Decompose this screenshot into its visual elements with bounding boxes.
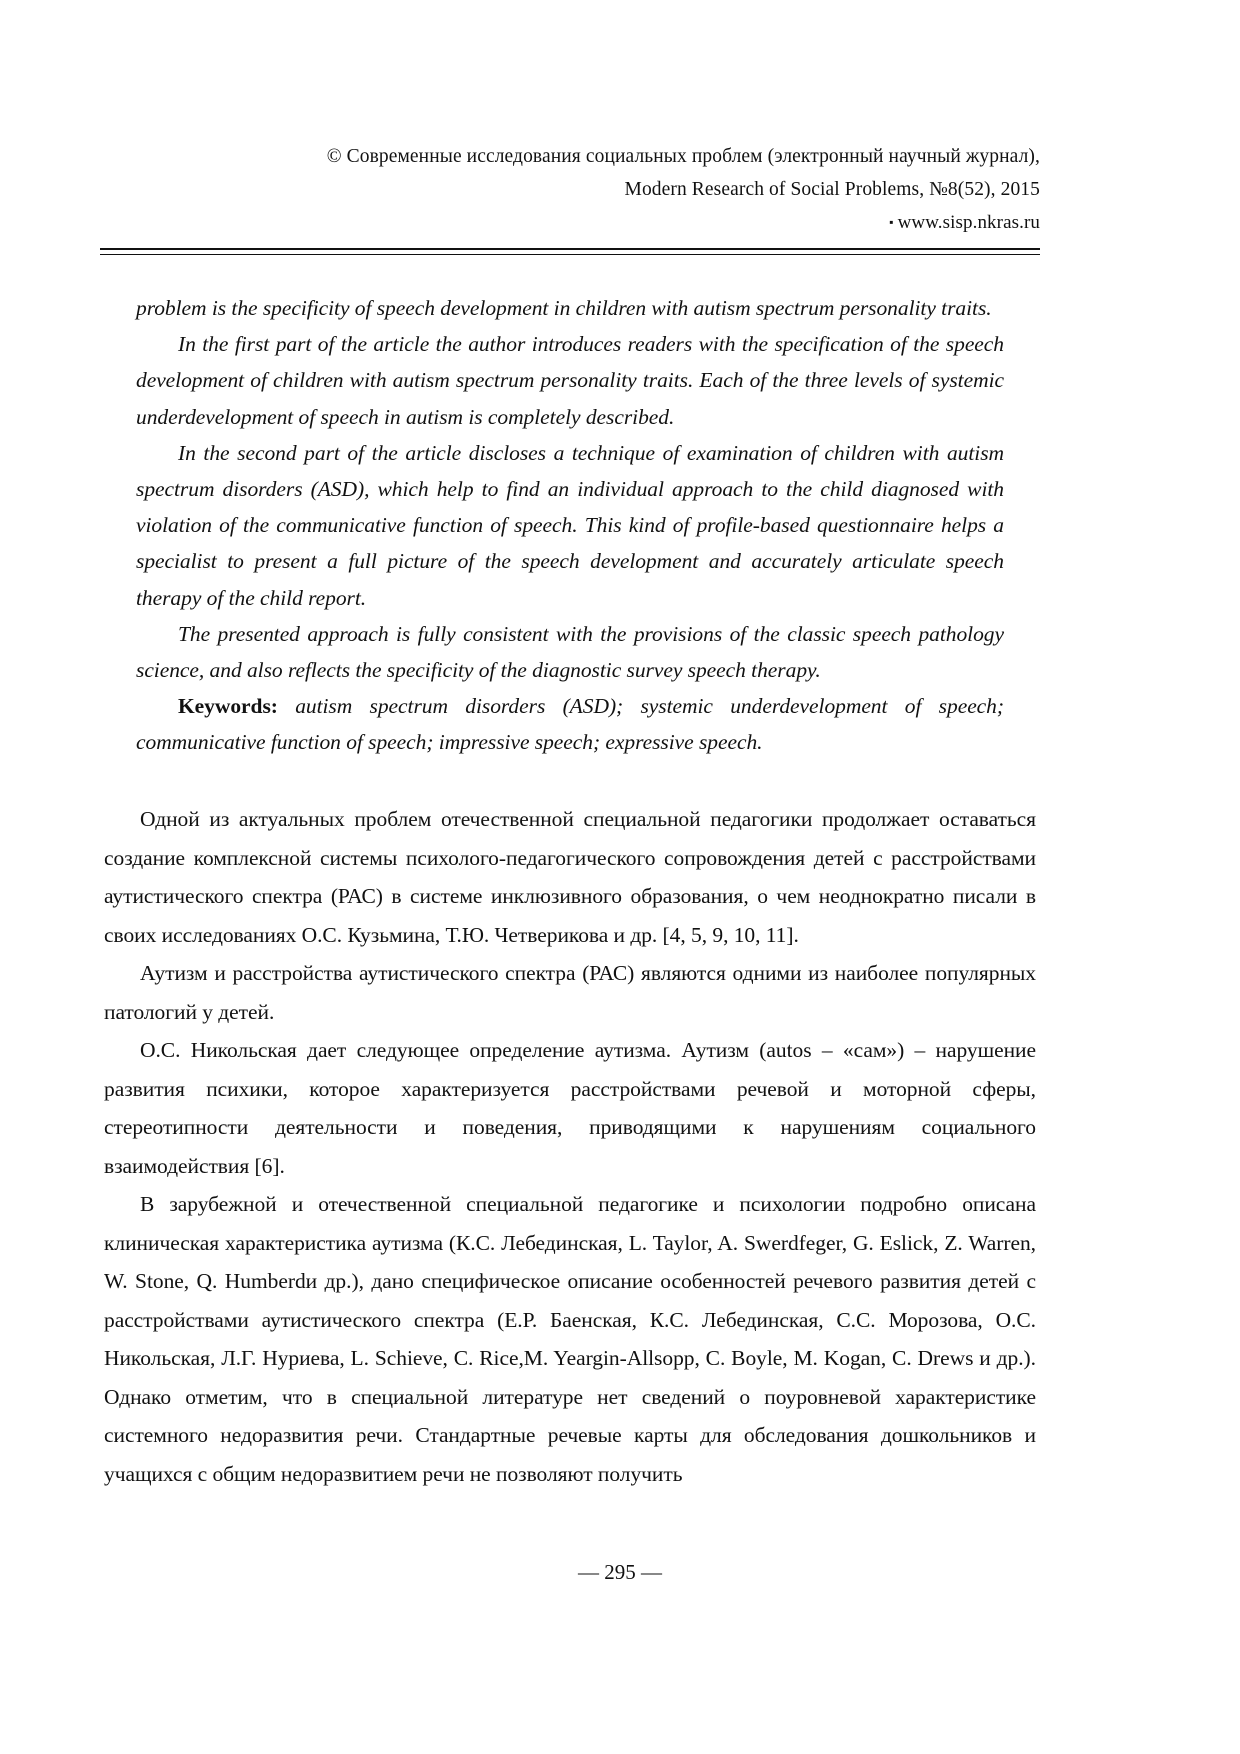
abstract-paragraph-1: problem is the specificity of speech development in children with autism spectrum personality traits. xyxy=(136,296,992,320)
body-paragraph-3: О.С. Никольская дает следующее определение аутизма. Аутизм (autos – «сам») – нарушение развития психики, которое характеризуется расстройствами речевой и моторной сферы, стереотипности деятельности и поведения, приводящими к нарушениям социального взаимодействия [6]. xyxy=(104,1038,1036,1178)
header-journal-title-ru: © Современные исследования социальных проблем (электронный научный журнал), xyxy=(326,146,1040,167)
keywords-paragraph xyxy=(136,688,1004,760)
abstract-section xyxy=(136,290,1004,761)
page-number: — 295 — xyxy=(578,1560,662,1584)
header-divider-rule xyxy=(100,248,1040,255)
running-header xyxy=(100,140,1040,239)
header-website-url: www.sisp.nkras.ru xyxy=(897,212,1040,233)
abstract-paragraph-2: In the first part of the article the author introduces readers with the specification of the speech development of children with autism spectrum personality traits. Each of the three levels of systemic underdevelopment of speech in autism is completely described. xyxy=(136,332,1004,429)
body-paragraph-1: Одной из актуальных проблем отечественной специальной педагогики продолжает оставаться создание комплексной системы психолого-педагогического сопровождения детей с расстройствами аутистического спектра (РАС) в системе инклюзивного образования, о чем неоднократно писали в своих исследованиях О.С. Кузьмина, Т.Ю. Четверикова и др. [4, 5, 9, 10, 11]. xyxy=(104,807,1036,947)
body-section xyxy=(104,800,1036,1493)
abstract-paragraph-3: In the second part of the article discloses a technique of examination of children with autism spectrum disorders (ASD), which help to find an individual approach to the child diagnosed with violation of the communicative function of speech. This kind of profile-based questionnaire helps a specialist to present a full picture of the speech development and accurately articulate speech therapy of the child report. xyxy=(136,440,1004,610)
bullet-icon: ▪ xyxy=(889,215,894,229)
header-website xyxy=(100,206,1040,239)
abstract-paragraph-4: The presented approach is fully consistent with the provisions of the classic speech pathology science, and also reflects the specificity of the diagnostic survey speech therapy. xyxy=(136,621,1004,683)
keywords-label: Keywords: xyxy=(178,694,278,719)
keywords-value: autism spectrum disorders (ASD); systemic underdevelopment of speech; communicative function of speech; impressive speech; expressive speech. xyxy=(136,694,1004,755)
body-paragraph-2: Аутизм и расстройства аутистического спектра (РАС) являются одними из наиболее популярных патологий у детей. xyxy=(104,961,1036,1024)
body-paragraph-4: В зарубежной и отечественной специальной педагогике и психологии подробно описана клиническая характеристика аутизма (К.С. Лебединская, L. Taylor, A. Swerdfeger, G. Eslick, Z. Warren, W. Stone, Q. Humberdи др.), дано специфическое описание особенностей речевого развития детей с расстройствами аутистического спектра (Е.Р. Баенская, К.С. Лебединская, С.С. Морозова, О.С. Никольская, Л.Г. Нуриева, L. Schieve, C. Rice,M. Yeargin-Allsopp, C. Boyle, M. Kogan, C. Drews и др.). Однако отметим, что в специальной литературе нет сведений о поуровневой характеристике системного недоразвития речи. Стандартные речевые карты для обследования дошкольников и учащихся с общим недоразвитием речи не позволяют получить xyxy=(104,1192,1036,1486)
header-journal-title-en: Modern Research of Social Problems, №8(52), 2015 xyxy=(624,179,1040,200)
